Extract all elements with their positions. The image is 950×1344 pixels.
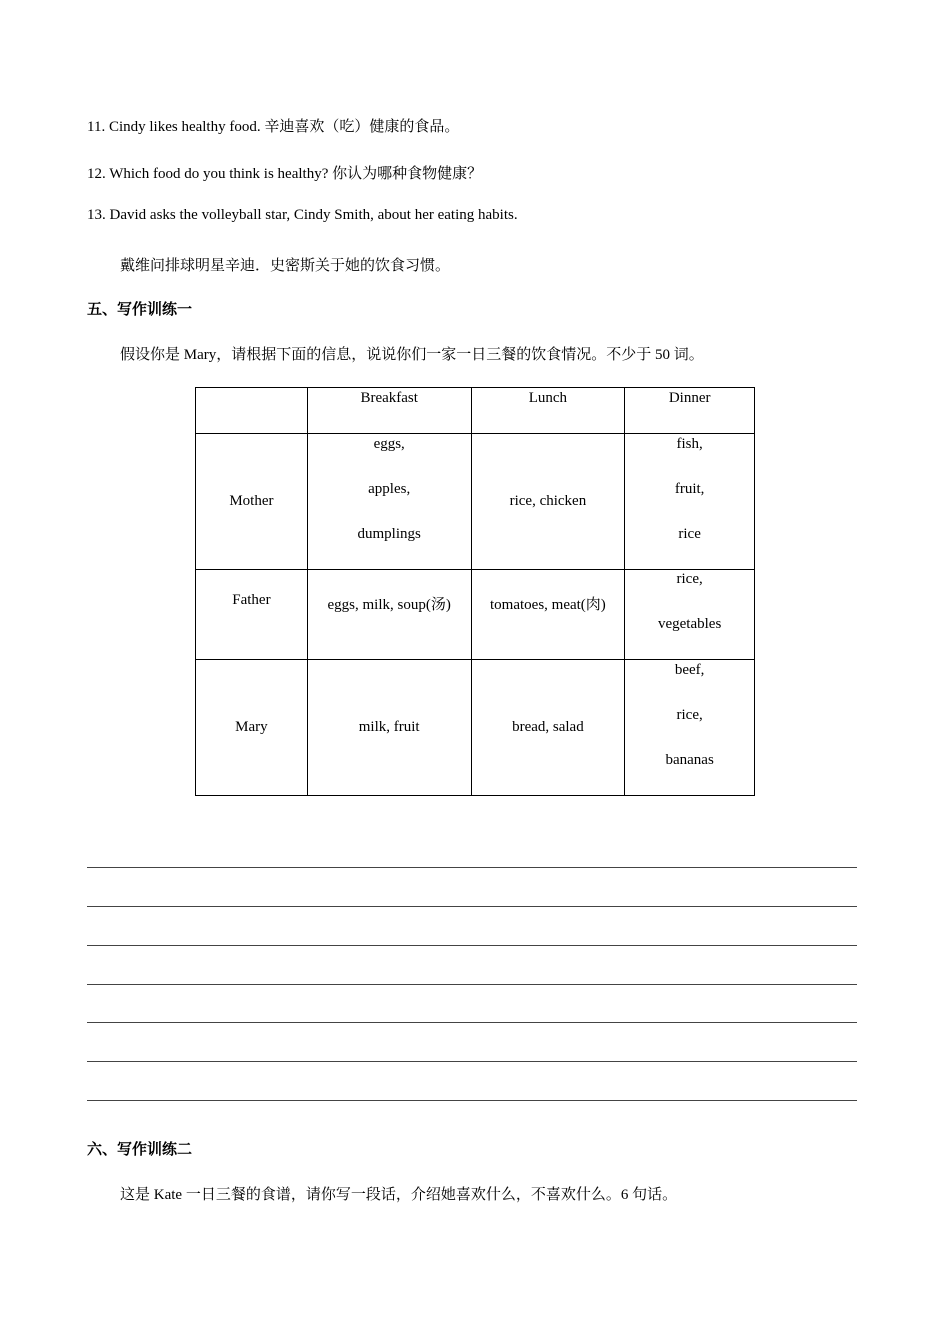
writing-line[interactable] [87, 867, 857, 868]
person-cell: Mother [196, 434, 308, 570]
meal-table [195, 387, 755, 796]
dinner-cell: rice, vegetables [625, 570, 755, 660]
section-6-instruction: 这是 Kate 一日三餐的食谱，请你写一段话，介绍她喜欢什么，不喜欢什么。6 句话。 [120, 1187, 678, 1203]
writing-line[interactable] [87, 1061, 857, 1062]
person-cell: Mary [196, 660, 308, 796]
table-header-dinner: Dinner [625, 388, 755, 434]
writing-line[interactable] [87, 984, 857, 985]
writing-line[interactable] [87, 1100, 857, 1101]
table-row [196, 570, 755, 660]
section-5-heading: 五、写作训练一 [87, 302, 193, 318]
table-header-row [196, 388, 755, 434]
breakfast-cell: eggs, apples, dumplings [307, 434, 471, 570]
table-header-breakfast: Breakfast [307, 388, 471, 434]
dinner-cell: beef, rice, bananas [625, 660, 755, 796]
sentence-13: 13. David asks the volleyball star, Cindy Smith, about her eating habits. [87, 207, 518, 223]
section-5-instruction: 假设你是 Mary，请根据下面的信息，说说你们一家一日三餐的饮食情况。不少于 50 词。 [120, 347, 704, 363]
writing-line[interactable] [87, 906, 857, 907]
writing-line[interactable] [87, 1022, 857, 1023]
sentence-12: 12. Which food do you think is healthy? 你认为哪种食物健康？ [87, 166, 483, 182]
breakfast-cell: eggs, milk, soup(汤) [307, 570, 471, 660]
table-header-lunch: Lunch [471, 388, 625, 434]
dinner-cell: fish, fruit, rice [625, 434, 755, 570]
sentence-11: 11. Cindy likes healthy food. 辛迪喜欢（吃）健康的食品。 [87, 119, 460, 135]
person-cell: Father [196, 570, 308, 660]
table-row [196, 660, 755, 796]
writing-line[interactable] [87, 945, 857, 946]
sentence-13-translation: 戴维问排球明星辛迪．史密斯关于她的饮食习惯。 [120, 258, 451, 274]
section-6-heading: 六、写作训练二 [87, 1142, 193, 1158]
lunch-cell: bread, salad [471, 660, 625, 796]
breakfast-cell: milk, fruit [307, 660, 471, 796]
table-row [196, 434, 755, 570]
lunch-cell: rice, chicken [471, 434, 625, 570]
lunch-cell: tomatoes, meat(肉) [471, 570, 625, 660]
table-header-empty [196, 388, 308, 434]
